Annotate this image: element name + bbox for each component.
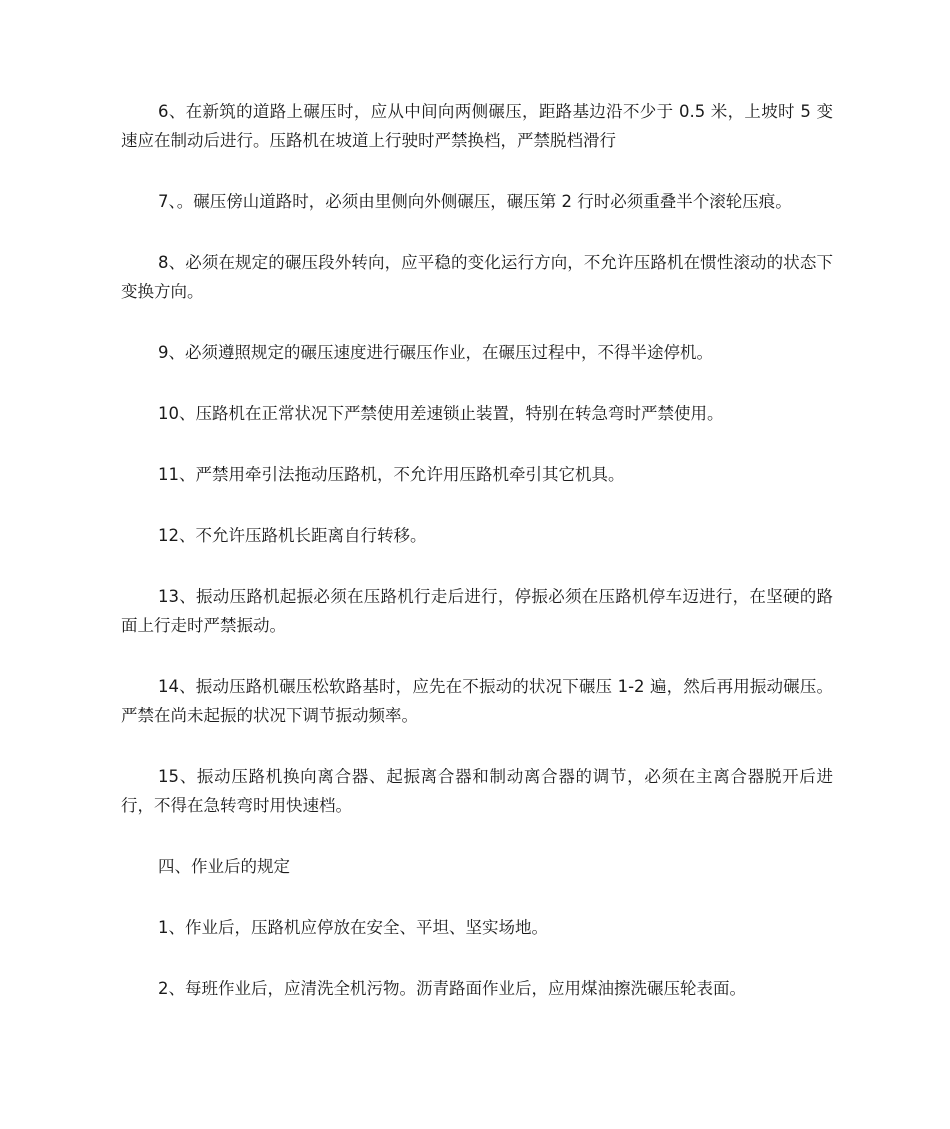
paragraph-item-14: 14、振动压路机碾压松软路基时，应先在不振动的状况下碾压 1-2 遍，然后再用振动碾压。严禁在尚未起振的状况下调节振动频率。 [121, 677, 833, 725]
paragraph-item-8: 8、必须在规定的碾压段外转向，应平稳的变化运行方向，不允许压路机在惯性滚动的状态下变换方向。 [121, 253, 833, 301]
document-body [121, 97, 833, 1035]
paragraph-item-12: 12、不允许压路机长距离自行转移。 [158, 526, 427, 545]
section-heading: 四、作业后的规定 [158, 857, 290, 876]
paragraph-item-6: 6、在新筑的道路上碾压时，应从中间向两侧碾压，距路基边沿不少于 0.5 米，上坡时 5 变速应在制动后进行。压路机在坡道上行驶时严禁换档，严禁脱档滑行 [121, 102, 833, 150]
paragraph-item-15: 15、振动压路机换向离合器、起振离合器和制动离合器的调节，必须在主离合器脱开后进行，不得在急转弯时用快速档。 [121, 767, 833, 815]
paragraph-item-13: 13、振动压路机起振必须在压路机行走后进行，停振必须在压路机停车迈进行，在坚硬的路面上行走时严禁振动。 [121, 587, 833, 635]
paragraph-item-7: 7、。碾压傍山道路时，必须由里侧向外侧碾压，碾压第 2 行时必须重叠半个滚轮压痕。 [158, 192, 792, 211]
paragraph-item-10: 10、压路机在正常状况下严禁使用差速锁止装置，特别在转急弯时严禁使用。 [158, 404, 724, 423]
paragraph-item-11: 11、严禁用牵引法拖动压路机，不允许用压路机牵引其它机具。 [158, 465, 625, 484]
paragraph-item-1: 1、作业后，压路机应停放在安全、平坦、坚实场地。 [158, 918, 548, 937]
paragraph-item-2: 2、每班作业后，应清洗全机污物。沥青路面作业后，应用煤油擦洗碾压轮表面。 [158, 979, 746, 998]
paragraph-item-9: 9、必须遵照规定的碾压速度进行碾压作业，在碾压过程中，不得半途停机。 [158, 343, 713, 362]
